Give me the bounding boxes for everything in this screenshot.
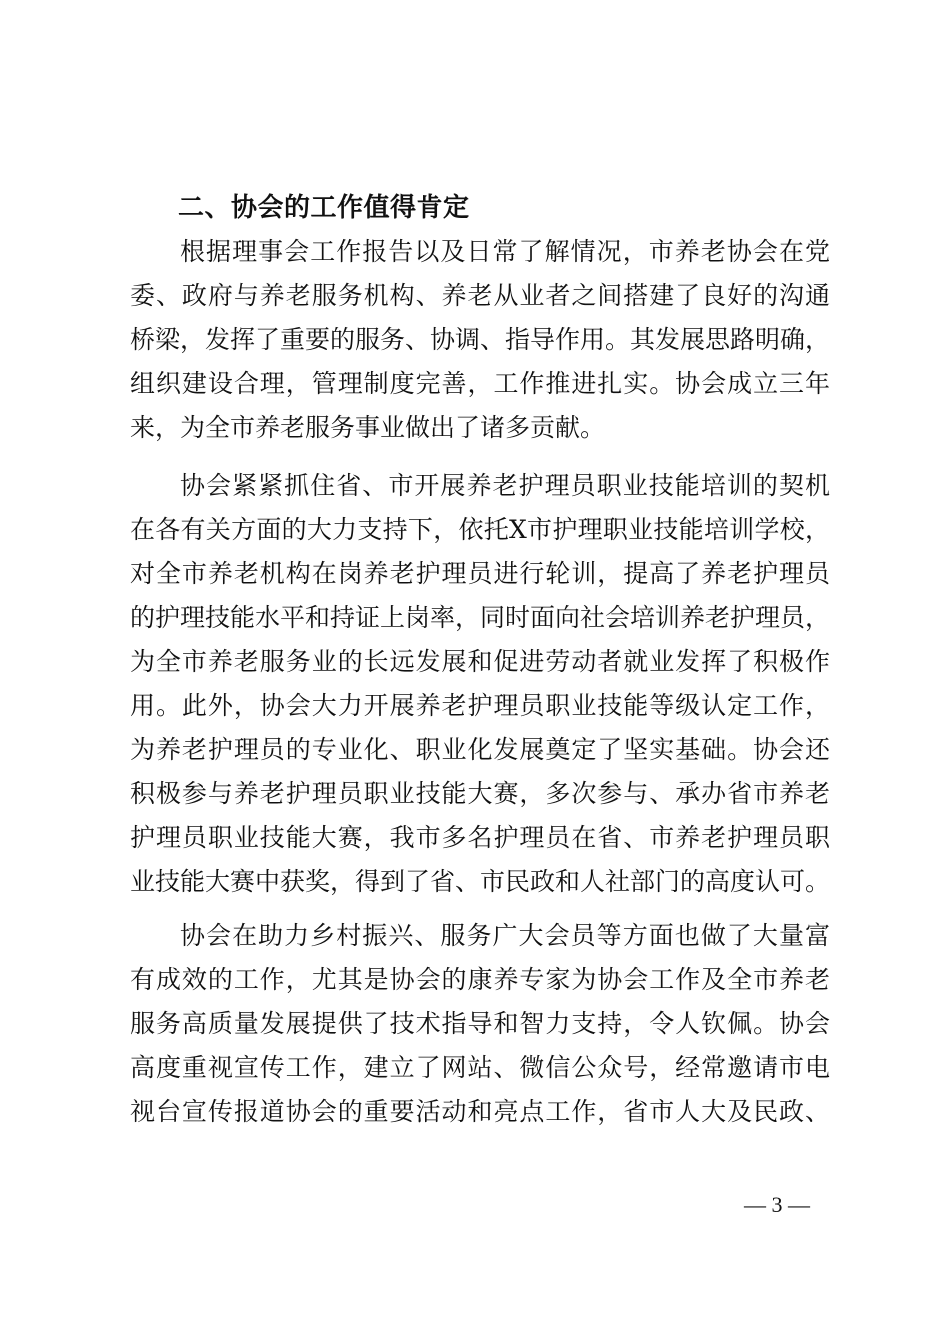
paragraph-line: 在各有关方面的大力支持下，依托X市护理职业技能培训学校， — [130, 515, 830, 544]
paragraph-line: 业技能大赛中获奖，得到了省、市民政和人社部门的高度认可。 — [130, 867, 831, 896]
paragraph-line: 来，为全市养老服务事业做出了诸多贡献。 — [130, 413, 606, 442]
paragraph-line: 桥梁，发挥了重要的服务、协调、指导作用。其发展思路明确， — [130, 325, 831, 354]
paragraph-2 — [130, 464, 830, 904]
paragraph-1 — [130, 230, 830, 450]
paragraph-line: 委、政府与养老服务机构、养老从业者之间搭建了良好的沟通 — [130, 281, 830, 310]
paragraph-line: 组织建设合理，管理制度完善，工作推进扎实。协会成立三年 — [130, 369, 830, 398]
paragraph-line: 的护理技能水平和持证上岗率，同时面向社会培训养老护理员， — [130, 603, 831, 632]
page-number: — 3 — — [744, 1192, 810, 1217]
paragraph-line: 对全市养老机构在岗养老护理员进行轮训，提高了养老护理员 — [130, 559, 830, 588]
paragraph-line: 积极参与养老护理员职业技能大赛，多次参与、承办省市养老 — [130, 779, 830, 808]
paragraph-line: 为养老护理员的专业化、职业化发展奠定了坚实基础。协会还 — [130, 735, 830, 764]
paragraph-line: 服务高质量发展提供了技术指导和智力支持，令人钦佩。协会 — [130, 1009, 830, 1038]
paragraph-line: 协会紧紧抓住省、市开展养老护理员职业技能培训的契机 — [180, 471, 830, 500]
paragraph-line: 用。此外，协会大力开展养老护理员职业技能等级认定工作， — [130, 691, 830, 720]
paragraph-line: 有成效的工作，尤其是协会的康养专家为协会工作及全市养老 — [130, 965, 830, 994]
paragraph-line: 为全市养老服务业的长远发展和促进劳动者就业发挥了积极作 — [130, 647, 830, 676]
section-heading: 二、协会的工作值得肯定 — [178, 193, 470, 223]
paragraph-3 — [130, 914, 830, 1134]
paragraph-line: 视台宣传报道协会的重要活动和亮点工作，省市人大及民政、 — [130, 1097, 830, 1126]
paragraph-line: 协会在助力乡村振兴、服务广大会员等方面也做了大量富 — [180, 921, 830, 950]
paragraph-line: 根据理事会工作报告以及日常了解情况，市养老协会在党 — [180, 237, 830, 266]
paragraph-line: 高度重视宣传工作，建立了网站、微信公众号，经常邀请市电 — [130, 1053, 830, 1082]
paragraph-line: 护理员职业技能大赛，我市多名护理员在省、市养老护理员职 — [130, 823, 830, 852]
